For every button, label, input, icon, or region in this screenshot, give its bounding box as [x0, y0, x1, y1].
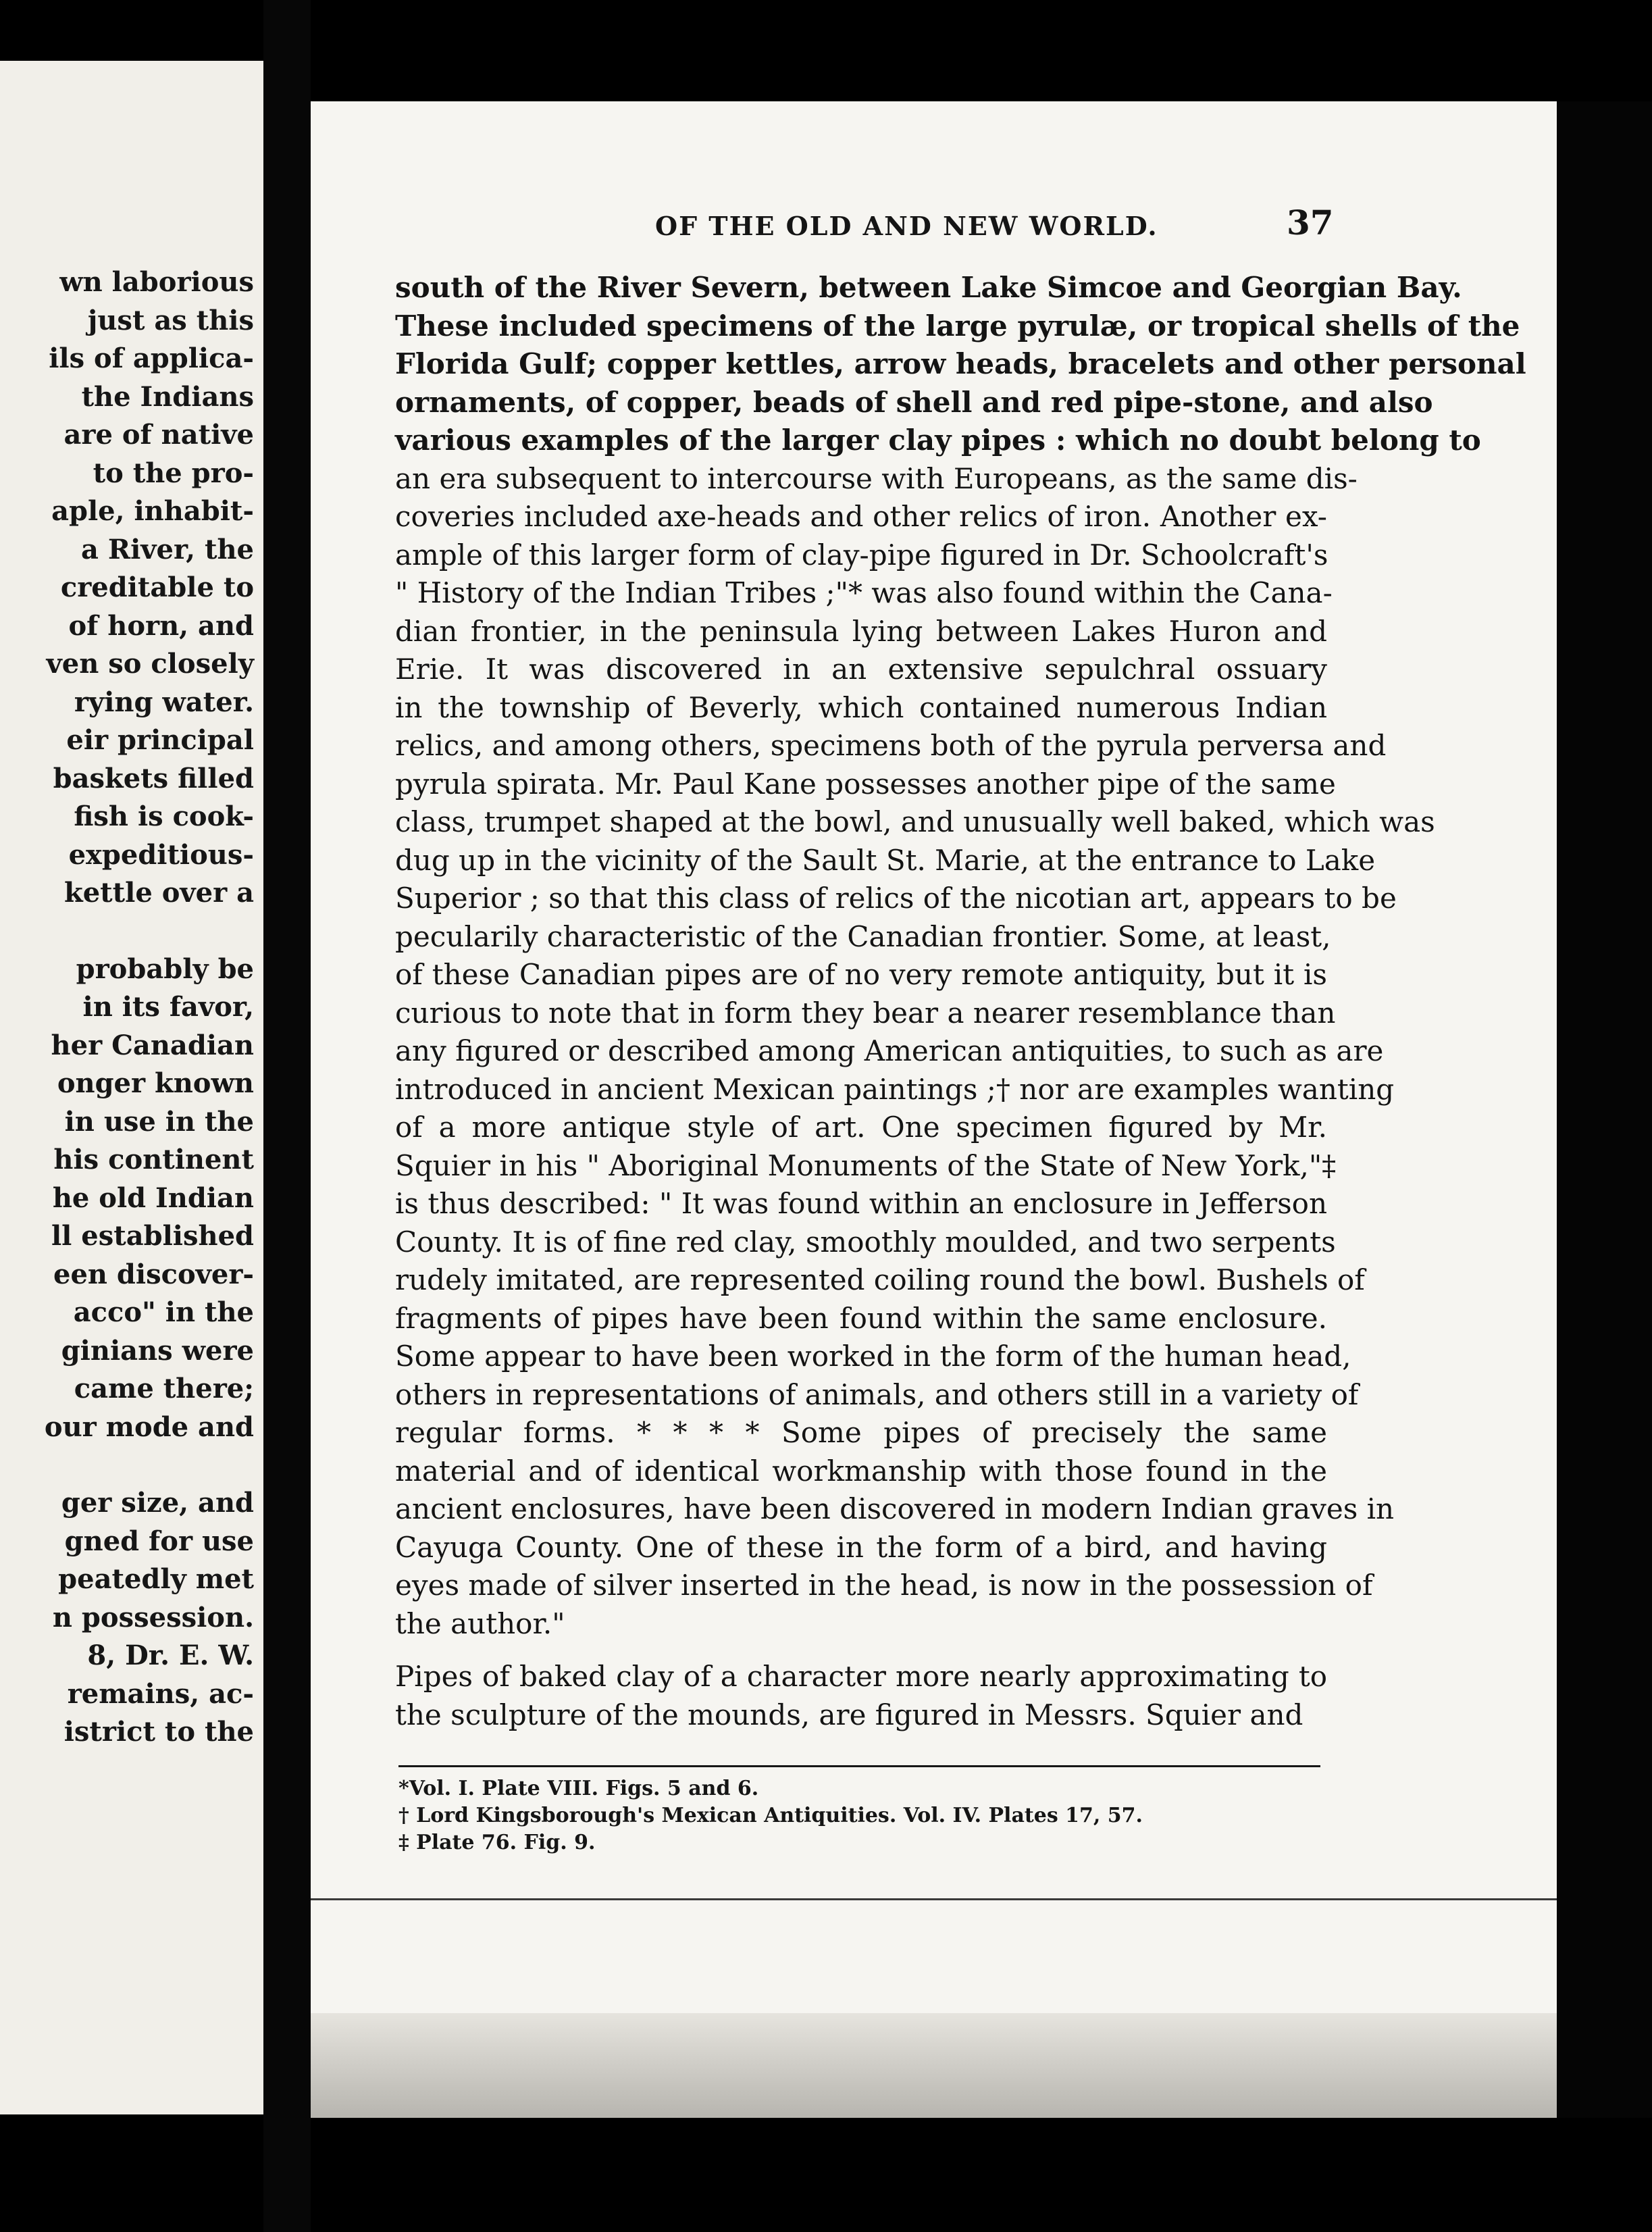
- text-line: in the township of Beverly, which contained numerous Indian: [395, 690, 1327, 724]
- left-page-fragment: baskets filled: [53, 762, 254, 794]
- left-page-fragment: acco" in the: [73, 1296, 254, 1328]
- paragraph-1: [395, 269, 1526, 1643]
- text-line: rudely imitated, are represented coiling round the bowl. Bushels of: [395, 1263, 1365, 1296]
- page-bottom-line: [311, 1898, 1557, 1900]
- left-page-fragment: our mode and: [44, 1411, 254, 1443]
- text-line: relics, and among others, specimens both of the pyrula perversa and: [395, 729, 1387, 762]
- main-text: [395, 269, 1526, 1734]
- text-line: Some appear to have been worked in the form of the human head,: [395, 1340, 1351, 1373]
- left-page-fragment: ils of applica-: [49, 343, 254, 374]
- text-line: Squier in his " Aboriginal Monuments of the State of New York,"‡: [395, 1148, 1337, 1182]
- left-page-fragment: peatedly met: [58, 1563, 254, 1595]
- paragraph-2: [395, 1658, 1327, 1734]
- left-page-fragment: remains, ac-: [67, 1677, 254, 1710]
- footnote-rule: [398, 1765, 1320, 1767]
- left-page-fragment: probably be: [76, 953, 254, 985]
- text-line: curious to note that in form they bear a nearer resemblance than: [395, 996, 1336, 1030]
- text-line: an era subsequent to intercourse with Europeans, as the same dis-: [395, 461, 1358, 495]
- binding-gutter: [263, 0, 311, 2232]
- left-page-fragment: are of native: [63, 419, 254, 451]
- left-page-fragment: ll established: [51, 1220, 254, 1252]
- left-page-fragment: ven so closely: [46, 648, 254, 680]
- left-page-fragment: gned for use: [64, 1525, 254, 1557]
- page-number: 37: [1287, 203, 1334, 243]
- text-line: is thus described: " It was found within an enclosure in Jefferson: [395, 1187, 1327, 1220]
- left-page-blank-line: [0, 913, 254, 950]
- text-line: any figured or described among American antiquities, to such as are: [395, 1034, 1384, 1067]
- left-page-fragment: just as this: [87, 304, 254, 336]
- left-page-fragment: ginians were: [61, 1334, 254, 1367]
- text-line: class, trumpet shaped at the bowl, and unusually well baked, which was: [395, 805, 1435, 838]
- left-page-fragment: in use in the: [64, 1105, 254, 1138]
- left-page-blank-line: [0, 1446, 254, 1484]
- footnote: ‡ Plate 76. Fig. 9.: [398, 1831, 596, 1854]
- left-page-fragment: in its favor,: [82, 991, 254, 1023]
- text-line: the author.": [395, 1606, 565, 1640]
- text-line: material and of identical workmanship with those found in the: [395, 1454, 1327, 1488]
- left-page-fragment: onger known: [57, 1067, 254, 1099]
- text-line: ancient enclosures, have been discovered in modern Indian graves in: [395, 1492, 1395, 1525]
- left-page-fragment: fish is cook-: [74, 801, 254, 832]
- text-line: ornaments, of copper, beads of shell and red pipe-stone, and also: [395, 385, 1433, 419]
- text-line: dian frontier, in the peninsula lying between Lakes Huron and: [395, 614, 1327, 648]
- text-line: of these Canadian pipes are of no very remote antiquity, but it is: [395, 958, 1327, 991]
- text-line: pecularily characteristic of the Canadian frontier. Some, at least,: [395, 919, 1331, 953]
- left-page-fragment: came there;: [74, 1373, 254, 1404]
- text-line: County. It is of fine red clay, smoothly moulded, and two serpents: [395, 1225, 1336, 1259]
- text-line: south of the River Severn, between Lake Simcoe and Georgian Bay.: [395, 271, 1462, 304]
- page-bottom-shading: [311, 2013, 1557, 2118]
- text-line: the sculpture of the mounds, are figured in Messrs. Squier and: [395, 1698, 1303, 1731]
- left-page-fragment: 8, Dr. E. W.: [87, 1640, 254, 1671]
- text-line: Pipes of baked clay of a character more nearly approximating to: [395, 1660, 1327, 1693]
- left-page-fragment: wn laborious: [59, 266, 254, 298]
- text-line: of a more antique style of art. One specimen figured by Mr.: [395, 1111, 1327, 1144]
- text-line: coveries included axe-heads and other relics of iron. Another ex-: [395, 500, 1327, 533]
- text-line: dug up in the vicinity of the Sault St. Marie, at the entrance to Lake: [395, 843, 1376, 877]
- text-line: " History of the Indian Tribes ;"* was also found within the Cana-: [395, 576, 1333, 609]
- left-page-fragment: he old Indian: [52, 1182, 254, 1214]
- left-page-fragment: of horn, and: [68, 609, 254, 642]
- footnote: *Vol. I. Plate VIII. Figs. 5 and 6.: [398, 1777, 759, 1800]
- text-line: others in representations of animals, and others still in a variety of: [395, 1377, 1359, 1411]
- left-page-fragment: to the pro-: [93, 457, 254, 489]
- text-line: introduced in ancient Mexican paintings ;† nor are examples wanting: [395, 1072, 1395, 1106]
- left-page-fragment: a River, the: [81, 533, 254, 565]
- left-page-fragment: the Indians: [81, 380, 254, 413]
- running-header: OF THE OLD AND NEW WORLD.: [655, 211, 1158, 241]
- text-line: regular forms. * * * * Some pipes of precisely the same: [395, 1416, 1327, 1449]
- text-line: Erie. It was discovered in an extensive sepulchral ossuary: [395, 653, 1327, 686]
- text-line: Florida Gulf; copper kettles, arrow heads, bracelets and other personal: [395, 347, 1526, 380]
- left-page-fragment: expeditious-: [68, 838, 254, 871]
- text-line: These included specimens of the large pyrulæ, or tropical shells of the: [395, 309, 1520, 343]
- left-page-fragment: her Canadian: [51, 1029, 254, 1061]
- left-page-fragment: creditable to: [60, 572, 254, 603]
- text-line: eyes made of silver inserted in the head, is now in the possession of: [395, 1569, 1373, 1602]
- left-page-text-fragments: [0, 263, 254, 1752]
- left-page-fragment: kettle over a: [64, 877, 254, 909]
- footnote: † Lord Kingsborough's Mexican Antiquities. Vol. IV. Plates 17, 57.: [398, 1804, 1143, 1827]
- footnotes: [398, 1775, 1320, 1856]
- text-line: Superior ; so that this class of relics of the nicotian art, appears to be: [395, 882, 1397, 915]
- left-page-fragment: istrict to the: [63, 1716, 254, 1748]
- left-page-fragment: ger size, and: [61, 1487, 254, 1519]
- right-page-edge: [1557, 101, 1652, 2118]
- text-line: pyrula spirata. Mr. Paul Kane possesses another pipe of the same: [395, 767, 1336, 801]
- left-page-fragment: eir principal: [66, 724, 254, 756]
- left-page-fragment: n possession.: [52, 1601, 254, 1633]
- left-facing-page: [0, 61, 263, 2114]
- left-page-fragment: een discover-: [53, 1258, 254, 1290]
- text-line: fragments of pipes have been found within the same enclosure.: [395, 1301, 1327, 1335]
- text-line: ample of this larger form of clay-pipe figured in Dr. Schoolcraft's: [395, 538, 1328, 572]
- left-page-fragment: rying water.: [74, 686, 254, 718]
- left-page-fragment: his continent: [53, 1144, 254, 1175]
- text-line: Cayuga County. One of these in the form of a bird, and having: [395, 1530, 1327, 1564]
- text-line: various examples of the larger clay pipes : which no doubt belong to: [395, 424, 1481, 457]
- left-page-fragment: aple, inhabit-: [51, 495, 254, 527]
